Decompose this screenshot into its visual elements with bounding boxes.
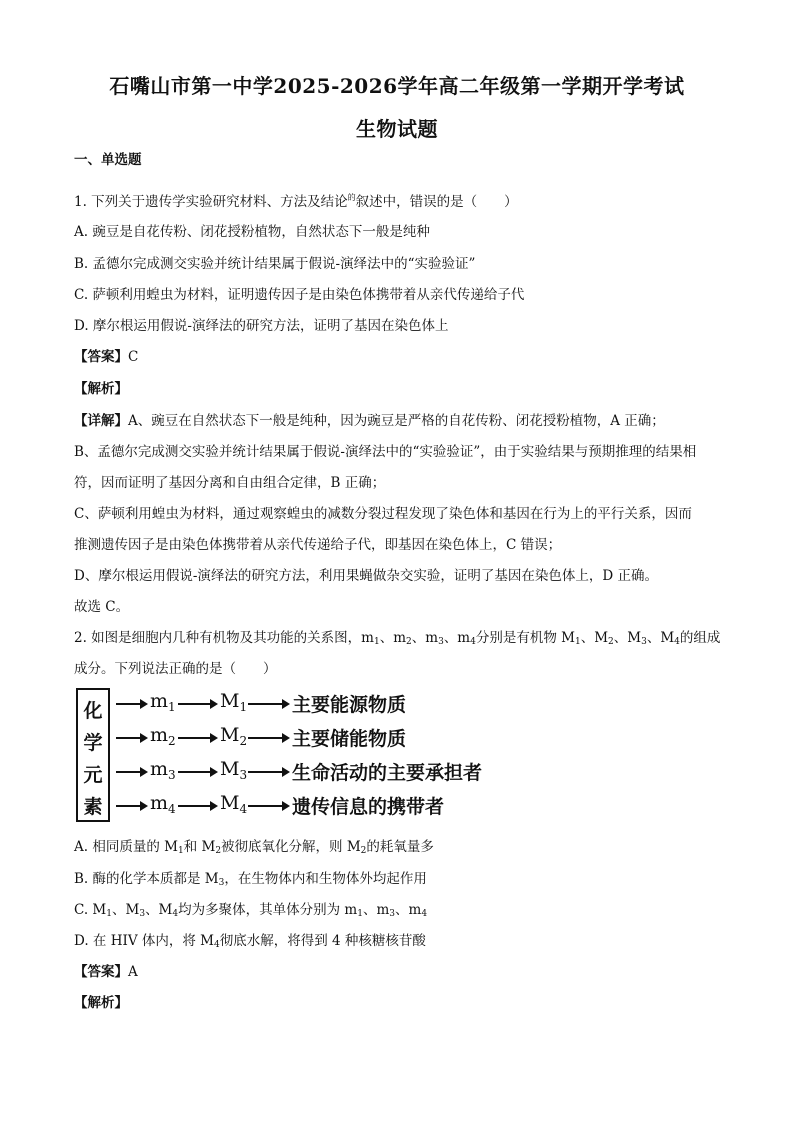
q1-conclusion: 故选 C。 bbox=[74, 599, 130, 615]
arrow-right-icon bbox=[116, 800, 148, 812]
polymer-label: M bbox=[220, 792, 240, 814]
diagram-row-3: $m_3$ $M_3$ 生命活动的主要承担者 bbox=[116, 758, 536, 786]
arrow-right-icon bbox=[178, 800, 218, 812]
q2-option-d: D. 在 HIV 体内，将 $M_4$彻底水解，将得到 4 种核糖核苷酸 bbox=[74, 933, 426, 950]
diagram-row-2: $m_2$ $M_2$ 主要储能物质 bbox=[116, 724, 536, 752]
monomer-label: m bbox=[150, 690, 169, 712]
polymer-label: M bbox=[220, 758, 240, 780]
arrow-right-icon bbox=[248, 766, 290, 778]
q2-answer: 【答案】A bbox=[74, 964, 138, 980]
monomer-label: m bbox=[150, 758, 169, 780]
arrow-right-icon bbox=[248, 698, 290, 710]
q1-analysis-label: 【解析】 bbox=[74, 381, 128, 397]
arrow-right-icon bbox=[178, 698, 218, 710]
arrow-right-icon bbox=[116, 732, 148, 744]
element-char: 元 bbox=[83, 764, 103, 786]
organic-matter-diagram bbox=[70, 688, 520, 828]
q1-detail-4: D、摩尔根运用假说-演绎法的研究方法，利用果蝇做杂交实验，证明了基因在染色体上，D 正确。 bbox=[74, 568, 658, 584]
chemical-elements-box bbox=[76, 688, 110, 822]
q1-stem: 1. 下列关于遗传学实验研究材料、方法及结论$^的$叙述中，错误的是（ ） bbox=[74, 193, 518, 210]
q1-detail-3b: 推测遗传因子是由染色体携带着从亲代传递给子代，即基因在染色体上，C 错误； bbox=[74, 537, 562, 553]
arrow-right-icon bbox=[178, 732, 218, 744]
arrow-right-icon bbox=[116, 698, 148, 710]
exam-subtitle: 生物试题 bbox=[356, 117, 438, 141]
q1-detail-2a: B、孟德尔完成测交实验并统计结果属于假说-演绎法中的“实验验证”，由于实验结果与预期推理的结果相 bbox=[74, 444, 697, 460]
q1-detail-3a: C、萨顿利用蝗虫为材料，通过观察蝗虫的减数分裂过程发现了染色体和基因在行为上的平行关系，因而 bbox=[74, 506, 692, 522]
q2-option-c: C. $M_1$、$M_3$、$M_4$均为多聚体，其单体分别为 $m_1$、$m_3$、$m_4$ bbox=[74, 902, 428, 919]
q2-stem-line2: 成分。下列说法正确的是（ ） bbox=[74, 661, 277, 677]
q2-option-b: B. 酶的化学本质都是 $M_3$，在生物体内和生物体外均起作用 bbox=[74, 871, 427, 888]
monomer-label: m bbox=[150, 792, 169, 814]
q1-detail-2b: 符，因而证明了基因分离和自由组合定律，B 正确； bbox=[74, 475, 386, 491]
q2-analysis-label: 【解析】 bbox=[74, 995, 128, 1011]
arrow-right-icon bbox=[248, 732, 290, 744]
q2-option-a: A. 相同质量的 $M_1$和 $M_2$被彻底氧化分解，则 $M_2$的耗氧量多 bbox=[74, 839, 434, 856]
arrow-right-icon bbox=[178, 766, 218, 778]
q1-option-d: D. 摩尔根运用假说-演绎法的研究方法，证明了基因在染色体上 bbox=[74, 318, 449, 334]
element-char: 学 bbox=[83, 732, 103, 754]
function-label: 主要能源物质 bbox=[292, 694, 407, 716]
element-char: 素 bbox=[83, 796, 103, 818]
function-label: 遗传信息的携带者 bbox=[292, 796, 445, 818]
q2-stem-line1: 2. 如图是细胞内几种有机物及其功能的关系图，$m_1$、$m_2$、$m_3$、$m_4$分别是有机物 $M_1$、$M_2$、$M_3$、$M_4$的组成 bbox=[74, 630, 721, 647]
exam-title: 石嘴山市第一中学2025-2026学年高二年级第一学期开学考试 bbox=[109, 74, 685, 98]
monomer-label: m bbox=[150, 724, 169, 746]
arrow-right-icon bbox=[116, 766, 148, 778]
element-char: 化 bbox=[83, 700, 103, 722]
function-label: 主要储能物质 bbox=[292, 728, 407, 750]
q1-detail-1: 【详解】A、豌豆在自然状态下一般是纯种，因为豌豆是严格的自花传粉、闭花授粉植物，A 正确； bbox=[74, 413, 665, 429]
q1-option-c: C. 萨顿利用蝗虫为材料，证明遗传因子是由染色体携带着从亲代传递给子代 bbox=[74, 287, 525, 303]
polymer-label: M bbox=[220, 690, 240, 712]
diagram-row-4: $m_4$ $M_4$ 遗传信息的携带者 bbox=[116, 792, 536, 820]
q1-option-a: A. 豌豆是自花传粉、闭花授粉植物，自然状态下一般是纯种 bbox=[74, 224, 430, 240]
arrow-right-icon bbox=[248, 800, 290, 812]
q1-option-b: B. 孟德尔完成测交实验并统计结果属于假说-演绎法中的“实验验证” bbox=[74, 256, 476, 272]
q1-answer: 【答案】C bbox=[74, 349, 139, 365]
polymer-label: M bbox=[220, 724, 240, 746]
function-label: 生命活动的主要承担者 bbox=[292, 762, 483, 784]
diagram-row-1: $m_1$ $M_1$ 主要能源物质 bbox=[116, 690, 536, 718]
section-heading: 一、单选题 bbox=[74, 152, 142, 168]
